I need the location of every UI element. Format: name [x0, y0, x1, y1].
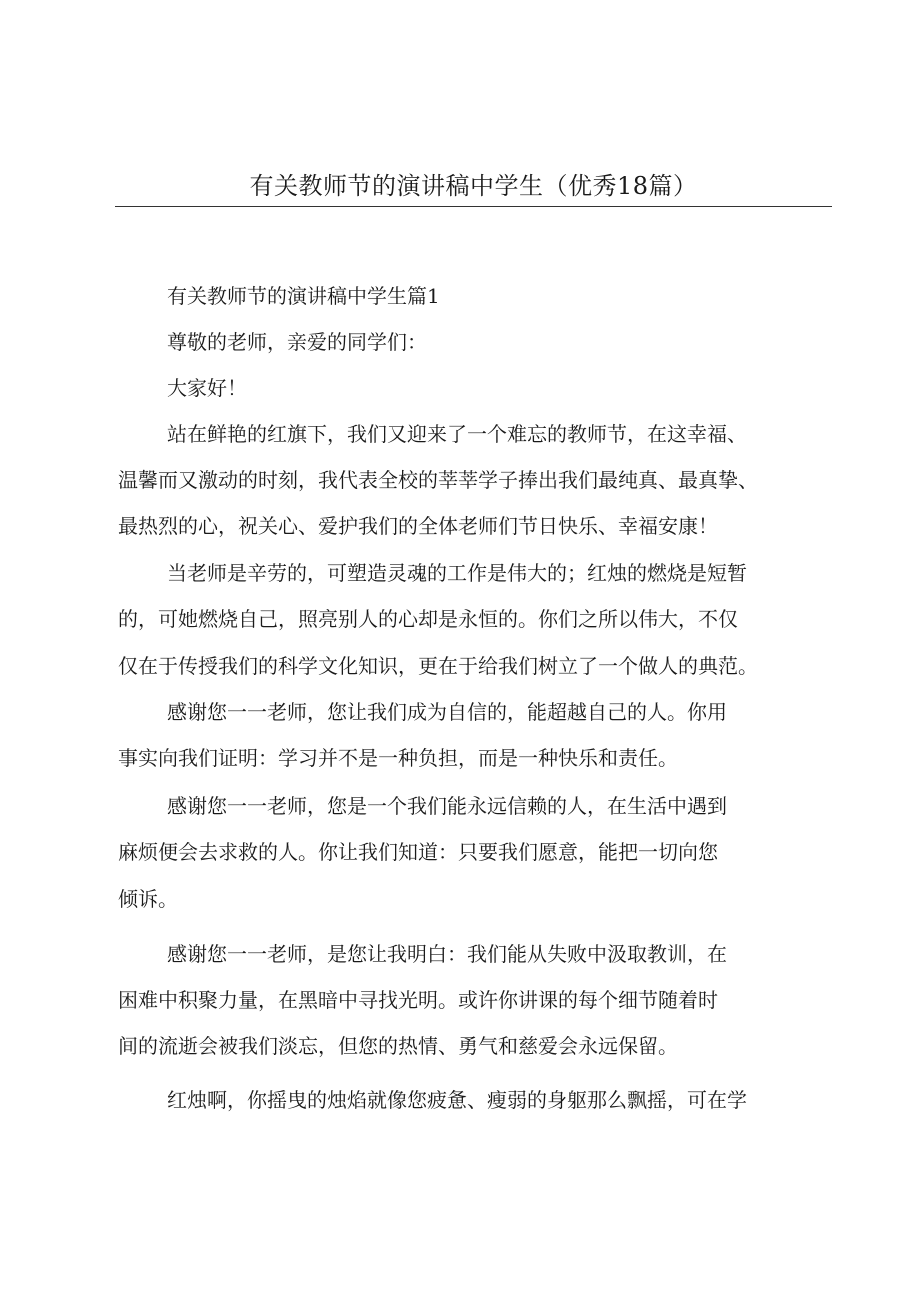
paragraph-line: 感谢您一一老师，您是一个我们能永远信赖的人，在生活中遇到	[167, 794, 727, 818]
greeting: 大家好！	[167, 376, 247, 400]
paragraph-line: 温馨而又激动的时刻，我代表全校的莘莘学子捧出我们最纯真、最真挚、	[118, 468, 758, 492]
paragraph-line: 间的流逝会被我们淡忘，但您的热情、勇气和慈爱会永远保留。	[118, 1034, 678, 1058]
section-heading: 有关教师节的演讲稿中学生篇1	[167, 284, 440, 308]
paragraph-line: 倾诉。	[118, 887, 178, 911]
salutation: 尊敬的老师，亲爱的同学们：	[167, 330, 427, 354]
page-title: 有关教师节的演讲稿中学生（优秀18篇）	[249, 172, 698, 200]
paragraph-line: 的，可她燃烧自己，照亮别人的心却是永恒的。你们之所以伟大，不仅	[118, 607, 738, 631]
title-underline	[115, 206, 832, 207]
paragraph-line: 当老师是辛劳的，可塑造灵魂的工作是伟大的；红烛的燃烧是短暂	[167, 561, 747, 585]
paragraph-line: 麻烦便会去求救的人。你让我们知道：只要我们愿意，能把一切向您	[118, 840, 718, 864]
paragraph-line: 红烛啊，你摇曳的烛焰就像您疲惫、瘦弱的身躯那么飘摇，可在学	[167, 1088, 747, 1112]
paragraph-line: 事实向我们证明：学习并不是一种负担，而是一种快乐和责任。	[118, 746, 678, 770]
paragraph-line: 感谢您一一老师，您让我们成为自信的，能超越自己的人。你用	[167, 700, 727, 724]
paragraph-line: 最热烈的心，祝关心、爱护我们的全体老师们节日快乐、幸福安康！	[118, 514, 718, 538]
paragraph-line: 站在鲜艳的红旗下，我们又迎来了一个难忘的教师节，在这幸福、	[167, 422, 747, 446]
paragraph-line: 感谢您一一老师，是您让我明白：我们能从失败中汲取教训，在	[167, 942, 727, 966]
paragraph-line: 困难中积聚力量，在黑暗中寻找光明。或许你讲课的每个细节随着时	[118, 988, 718, 1012]
paragraph-line: 仅在于传授我们的科学文化知识，更在于给我们树立了一个做人的典范。	[118, 654, 758, 678]
